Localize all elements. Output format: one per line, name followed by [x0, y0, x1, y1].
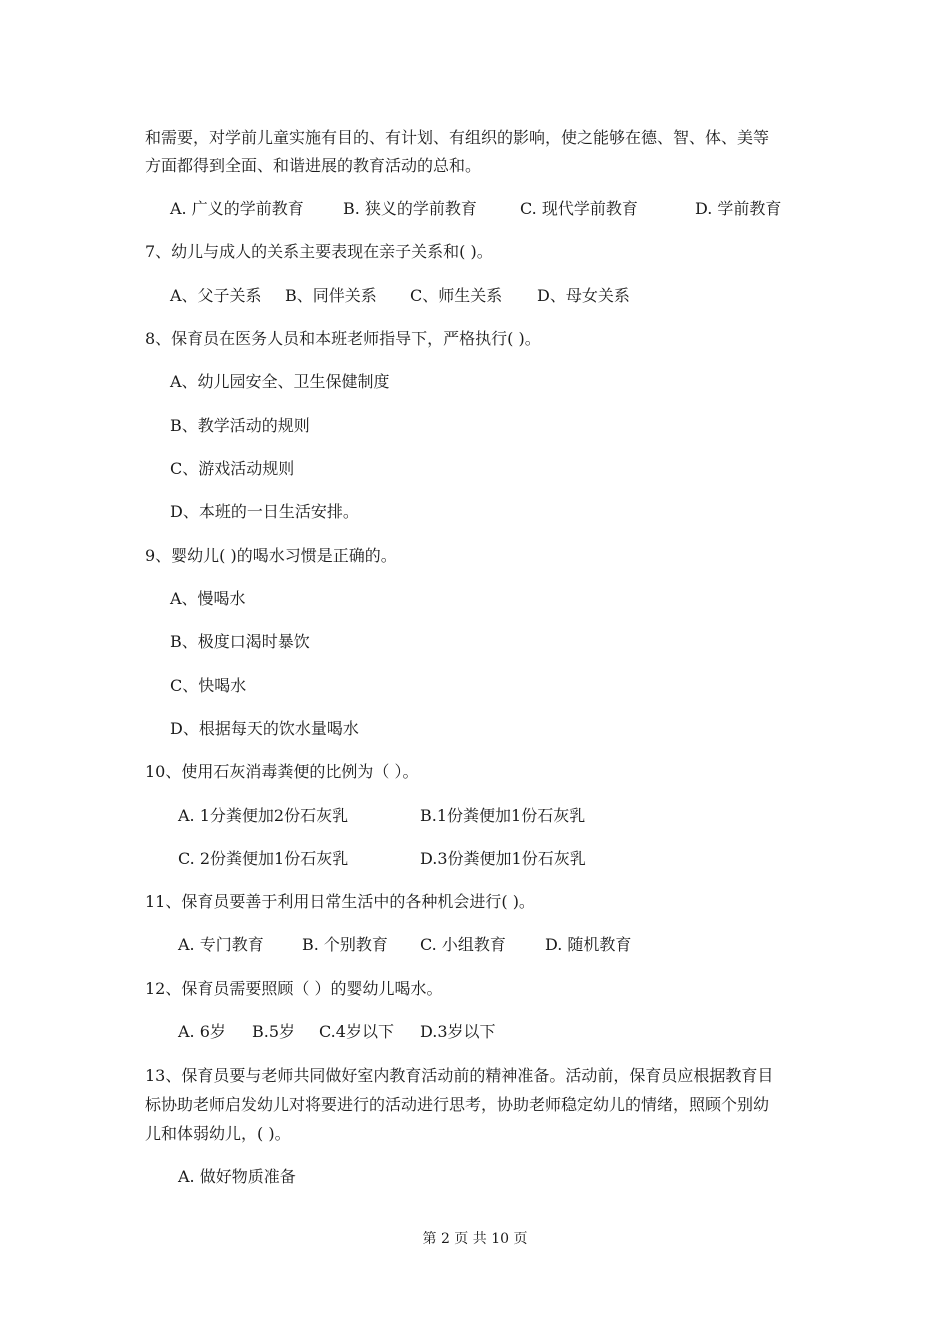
intro-line-1: 和需要，对学前儿童实施有目的、有计划、有组织的影响，使之能够在德、智、体、美等: [145, 128, 770, 147]
option-d: D. 学前教育: [695, 199, 782, 218]
q8-option-c: C、游戏活动规则: [170, 459, 295, 478]
option-a: A. 广义的学前教育: [170, 199, 304, 218]
q7-options: [0, 286, 950, 306]
q9-option-a: A、慢喝水: [170, 589, 246, 608]
q13-option-a: A. 做好物质准备: [178, 1167, 296, 1186]
option-a: A. 专门教育: [178, 935, 264, 954]
q9-option-d: D、根据每天的饮水量喝水: [170, 719, 359, 738]
q10-options-row-1: [0, 806, 950, 826]
intro-options: [0, 199, 950, 219]
q10-options-row-2: [0, 849, 950, 869]
intro-line-2: 方面都得到全面、和谐进展的教育活动的总和。: [145, 156, 482, 175]
q9-stem: 9、婴幼儿( )的喝水习惯是正确的。: [145, 546, 397, 565]
q13-line-3: 儿和体弱幼儿，( )。: [145, 1124, 291, 1143]
q13-line-1: 13、保育员要与老师共同做好室内教育活动前的精神准备。活动前，保育员应根据教育目: [145, 1066, 774, 1085]
option-b: B.5岁: [252, 1022, 296, 1041]
option-c: C. 现代学前教育: [520, 199, 638, 218]
q8-option-b: B、教学活动的规则: [170, 416, 310, 435]
q12-stem: 12、保育员需要照顾（ ）的婴幼儿喝水。: [145, 979, 443, 998]
q7-stem: 7、幼儿与成人的关系主要表现在亲子关系和( )。: [145, 242, 493, 261]
option-d: D. 随机教育: [545, 935, 632, 954]
option-d: D、母女关系: [537, 286, 630, 305]
option-b: B.1份粪便加1份石灰乳: [420, 806, 586, 825]
option-b: B. 狭义的学前教育: [343, 199, 477, 218]
option-b: B. 个别教育: [302, 935, 388, 954]
q8-option-d: D、本班的一日生活安排。: [170, 502, 359, 521]
q9-option-c: C、快喝水: [170, 676, 247, 695]
option-c: C. 小组教育: [420, 935, 506, 954]
q13-line-2: 标协助老师启发幼儿对将要进行的活动进行思考，协助老师稳定幼儿的情绪，照顾个别幼: [145, 1095, 770, 1114]
option-a: A. 1分粪便加2份石灰乳: [178, 806, 349, 825]
q10-stem: 10、使用石灰消毒粪便的比例为（ ）。: [145, 762, 419, 781]
q11-options: [0, 935, 950, 955]
option-a: A、父子关系: [170, 286, 262, 305]
option-c: C、师生关系: [410, 286, 503, 305]
option-d: D.3份粪便加1份石灰乳: [420, 849, 586, 868]
page-number-footer: 第 2 页 共 10 页: [422, 1231, 528, 1247]
option-b: B、同伴关系: [285, 286, 377, 305]
q9-option-b: B、极度口渴时暴饮: [170, 632, 310, 651]
q8-option-a: A、幼儿园安全、卫生保健制度: [170, 372, 390, 391]
option-c: C.4岁以下: [319, 1022, 394, 1041]
option-d: D.3岁以下: [420, 1022, 496, 1041]
option-c: C. 2份粪便加1份石灰乳: [178, 849, 349, 868]
q11-stem: 11、保育员要善于利用日常生活中的各种机会进行( )。: [145, 892, 535, 911]
option-a: A. 6岁: [178, 1022, 226, 1041]
q12-options: [0, 1022, 950, 1042]
q8-stem: 8、保育员在医务人员和本班老师指导下，严格执行( )。: [145, 329, 541, 348]
